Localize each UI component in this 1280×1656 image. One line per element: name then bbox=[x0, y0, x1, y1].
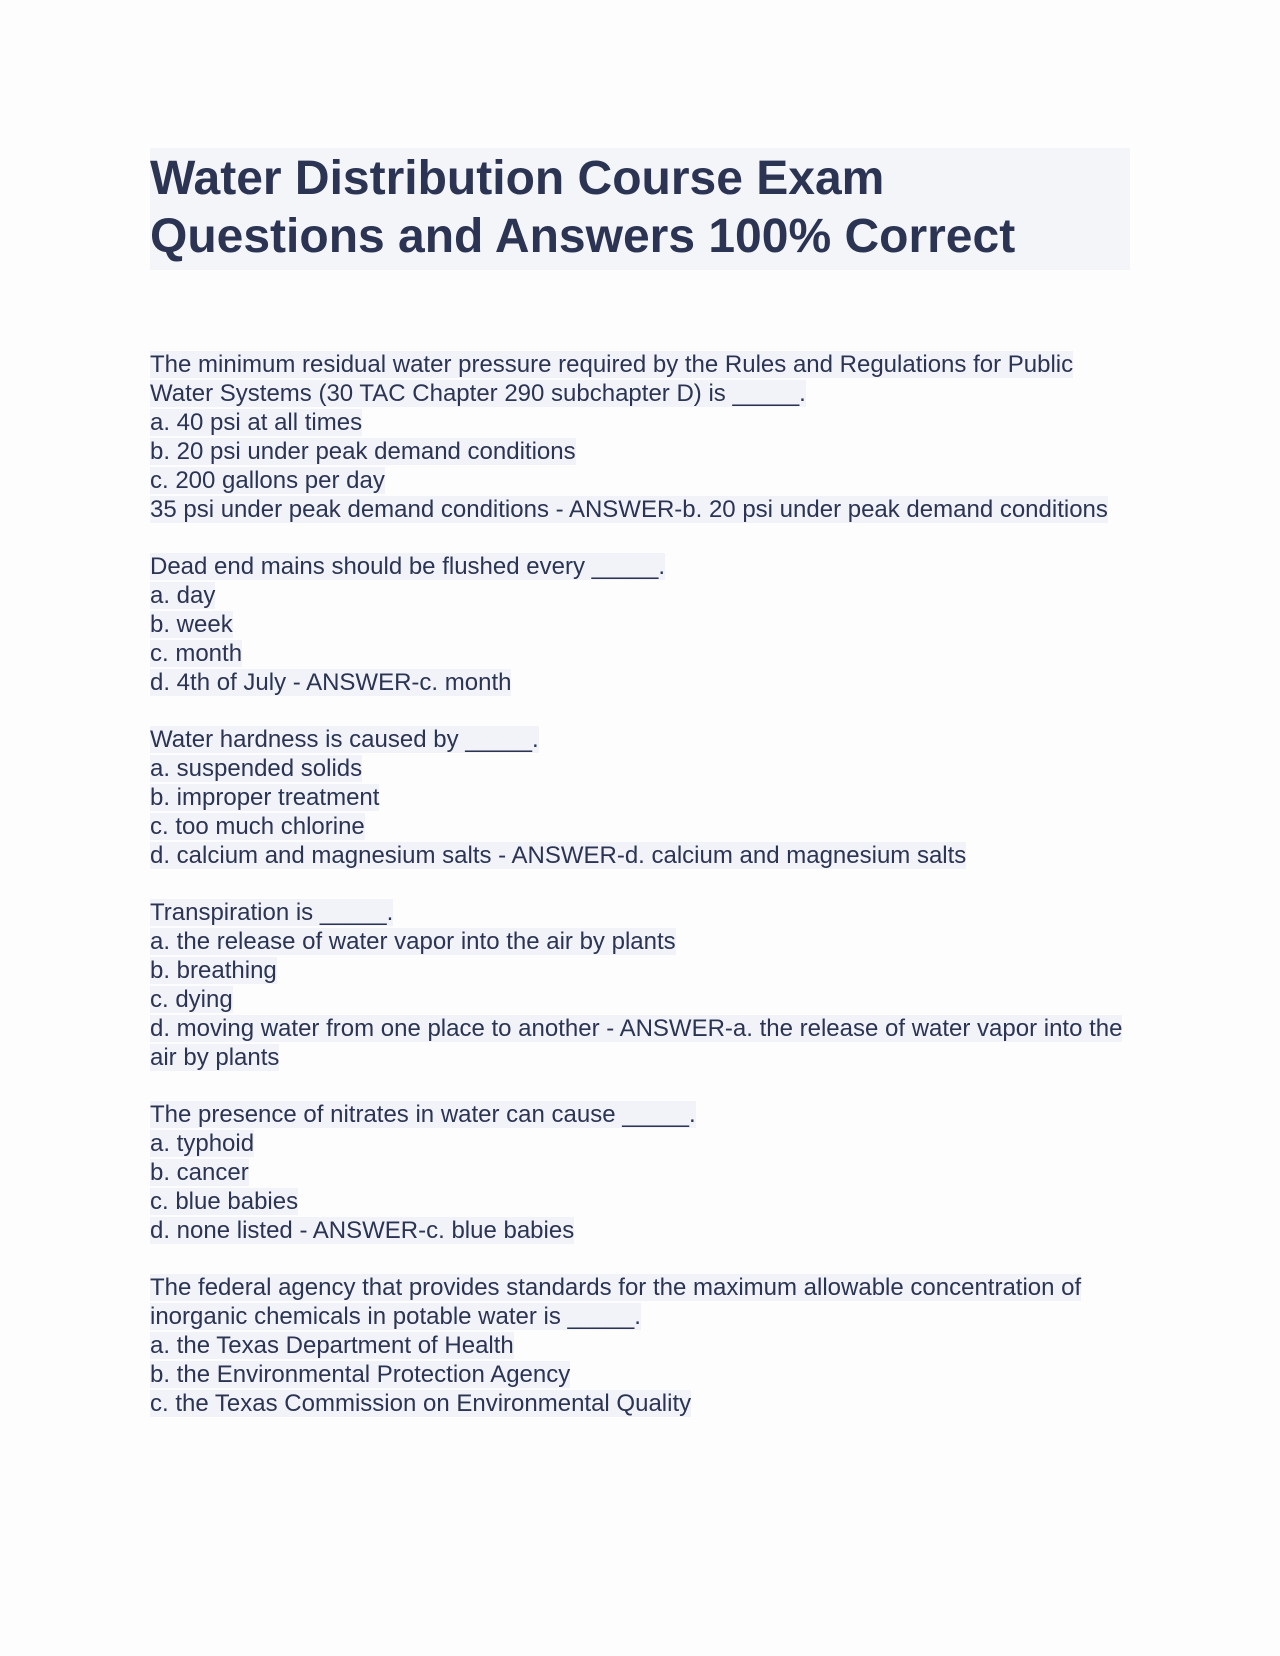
question-list bbox=[150, 350, 1130, 1446]
answer-line: d. 4th of July - ANSWER-c. month bbox=[150, 669, 512, 696]
answer-option: b. breathing bbox=[150, 957, 277, 984]
answer-option: b. improper treatment bbox=[150, 784, 380, 811]
answer-option: c. the Texas Commission on Environmental Quality bbox=[150, 1390, 692, 1417]
question-text: The minimum residual water pressure required by the Rules and Regulations for Public Water Systems (30 TAC Chapter 290 subchapter D) is _____. bbox=[150, 351, 1074, 407]
answer-option: c. too much chlorine bbox=[150, 813, 365, 840]
answer-option: c. dying bbox=[150, 986, 233, 1013]
question-4 bbox=[150, 898, 1130, 1072]
answer-option: b. 20 psi under peak demand conditions bbox=[150, 438, 576, 465]
answer-line: d. moving water from one place to another - ANSWER-a. the release of water vapor into the air by plants bbox=[150, 1015, 1123, 1071]
answer-option: a. day bbox=[150, 582, 216, 609]
answer-option: b. week bbox=[150, 611, 233, 638]
answer-option: a. the release of water vapor into the air by plants bbox=[150, 928, 676, 955]
document-page bbox=[150, 148, 1130, 1417]
question-text: Dead end mains should be flushed every _____. bbox=[150, 553, 666, 580]
answer-line: d. none listed - ANSWER-c. blue babies bbox=[150, 1217, 575, 1244]
answer-line: 35 psi under peak demand conditions - ANSWER-b. 20 psi under peak demand conditions bbox=[150, 496, 1108, 523]
question-text: Transpiration is _____. bbox=[150, 899, 394, 926]
answer-option: b. cancer bbox=[150, 1159, 249, 1186]
question-text: The federal agency that provides standards for the maximum allowable concentration of inorganic chemicals in potable water is _____. bbox=[150, 1274, 1082, 1330]
question-3 bbox=[150, 725, 1130, 870]
answer-option: a. suspended solids bbox=[150, 755, 363, 782]
question-text: Water hardness is caused by _____. bbox=[150, 726, 539, 753]
document-title: Water Distribution Course Exam Questions and Answers 100% Correct bbox=[150, 148, 1130, 270]
question-6 bbox=[150, 1273, 1130, 1418]
answer-option: c. 200 gallons per day bbox=[150, 467, 385, 494]
answer-option: a. the Texas Department of Health bbox=[150, 1332, 514, 1359]
question-1 bbox=[150, 350, 1130, 524]
answer-option: a. typhoid bbox=[150, 1130, 255, 1157]
question-text: The presence of nitrates in water can cause _____. bbox=[150, 1101, 696, 1128]
answer-option: a. 40 psi at all times bbox=[150, 409, 363, 436]
answer-option: c. month bbox=[150, 640, 243, 667]
answer-option: b. the Environmental Protection Agency bbox=[150, 1361, 571, 1388]
question-5 bbox=[150, 1100, 1130, 1245]
answer-option: c. blue babies bbox=[150, 1188, 299, 1215]
question-2 bbox=[150, 552, 1130, 697]
answer-line: d. calcium and magnesium salts - ANSWER-d. calcium and magnesium salts bbox=[150, 842, 967, 869]
